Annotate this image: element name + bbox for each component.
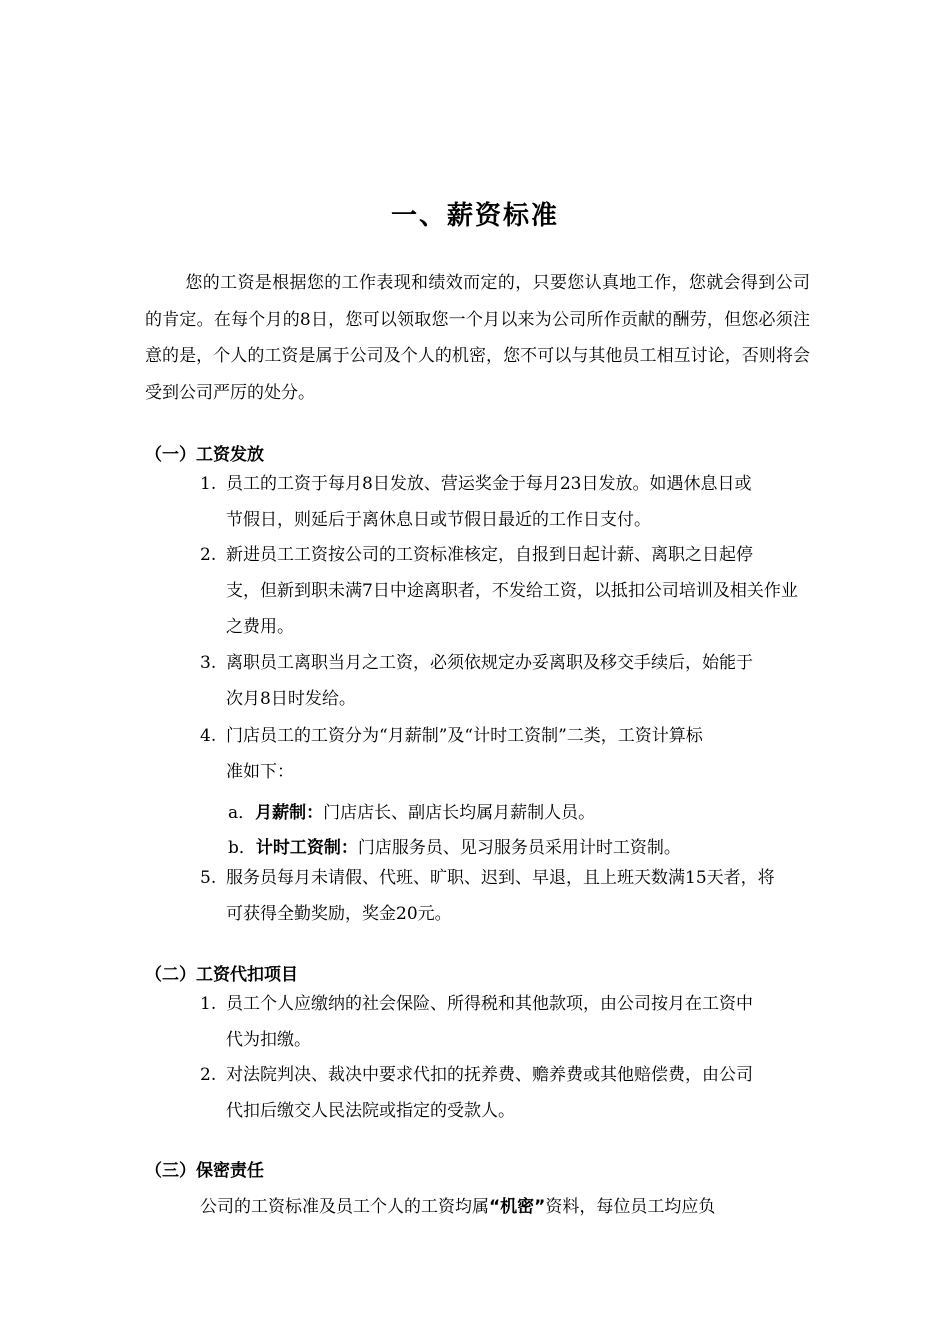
- item-number: 2.: [200, 1065, 217, 1085]
- item-text-rest: 代扣后缴交人民法院或指定的受款人。: [226, 1101, 515, 1121]
- item-number: 1.: [200, 474, 217, 494]
- item-number: 2.: [200, 545, 217, 565]
- item-number: 3.: [200, 653, 217, 673]
- section-heading-salary-payment: （一）工资发放: [145, 445, 264, 465]
- confidentiality-text: [200, 1192, 810, 1217]
- sub-term: 计时工资制：: [255, 838, 358, 858]
- item-number: 1.: [200, 994, 217, 1014]
- item-text-first: 员工的工资于每月8日发放、营运奖金于每月23日发放。如遇休息日或: [226, 474, 752, 494]
- item-text-first: 服务员每月未请假、代班、旷职、迟到、早退，且上班天数满15天者，将: [226, 868, 775, 888]
- intro-paragraph: [145, 265, 810, 411]
- section-heading-deductions: （二）工资代扣项目: [145, 965, 298, 985]
- item-number: 5.: [200, 868, 217, 888]
- item-text-rest: 支，但新到职未满7日中途离职者，不发给工资，以抵扣公司培训及相关作业之费用。: [226, 581, 798, 637]
- item-text-rest: 次月8日时发给。: [226, 689, 356, 709]
- item-text-rest: 代为扣缴。: [226, 1030, 311, 1050]
- page-title: 一、薪资标准: [390, 201, 559, 231]
- list-item: [200, 718, 810, 790]
- sub-item-monthly: [228, 798, 595, 823]
- list-item: [200, 466, 810, 538]
- sub-letter: b．: [228, 838, 256, 858]
- list-item: [200, 986, 810, 1058]
- item-text-rest: 准如下：: [226, 762, 294, 782]
- sub-term: 月薪制：: [255, 803, 324, 823]
- item-text-first: 对法院判决、裁决中要求代扣的抚养费、赡养费或其他赔偿费，由公司: [226, 1065, 753, 1085]
- list-item: [200, 860, 810, 932]
- sub-text: 门店服务员、见习服务员采用计时工资制。: [357, 838, 681, 858]
- list-item: [200, 1057, 810, 1129]
- item-text-first: 员工个人应缴纳的社会保险、所得税和其他款项，由公司按月在工资中: [226, 994, 753, 1014]
- item-text-rest: 可获得全勤奖励，奖金20元。: [226, 904, 452, 924]
- item-text-first: 离职员工离职当月之工资，必须依规定办妥离职及移交手续后，始能于: [226, 653, 753, 673]
- confidentiality-text-after: 资料，每位员工均应负: [545, 1197, 716, 1217]
- confidentiality-text-before: 公司的工资标准及员工个人的工资均属: [200, 1197, 489, 1217]
- sub-text: 门店店长、副店长均属月薪制人员。: [323, 803, 596, 823]
- item-text-first: 新进员工工资按公司的工资标准核定，自报到日起计薪、离职之日起停: [226, 545, 753, 565]
- item-text-first: 门店员工的工资分为“月薪制”及“计时工资制”二类，工资计算标: [226, 726, 703, 746]
- item-number: 4.: [200, 726, 217, 746]
- section-heading-confidentiality: （三）保密责任: [145, 1161, 264, 1181]
- confidentiality-highlight: “机密”: [489, 1197, 546, 1217]
- list-item: [200, 645, 810, 717]
- list-item: [200, 537, 810, 645]
- sub-item-hourly: [228, 833, 681, 858]
- intro-text: 您的工资是根据您的工作表现和绩效而定的，只要您认真地工作，您就会得到公司的肯定。在每个月的8日，您可以领取您一个月以来为公司所作贡献的酬劳，但您必须注意的是，个人的工资是属于公司及个人的机密，您不可以与其他员工相互讨论，否则将会受到公司严厉的处分。: [145, 273, 810, 403]
- item-text-rest: 节假日，则延后于离休息日或节假日最近的工作日支付。: [226, 510, 651, 530]
- sub-letter: a．: [228, 803, 256, 823]
